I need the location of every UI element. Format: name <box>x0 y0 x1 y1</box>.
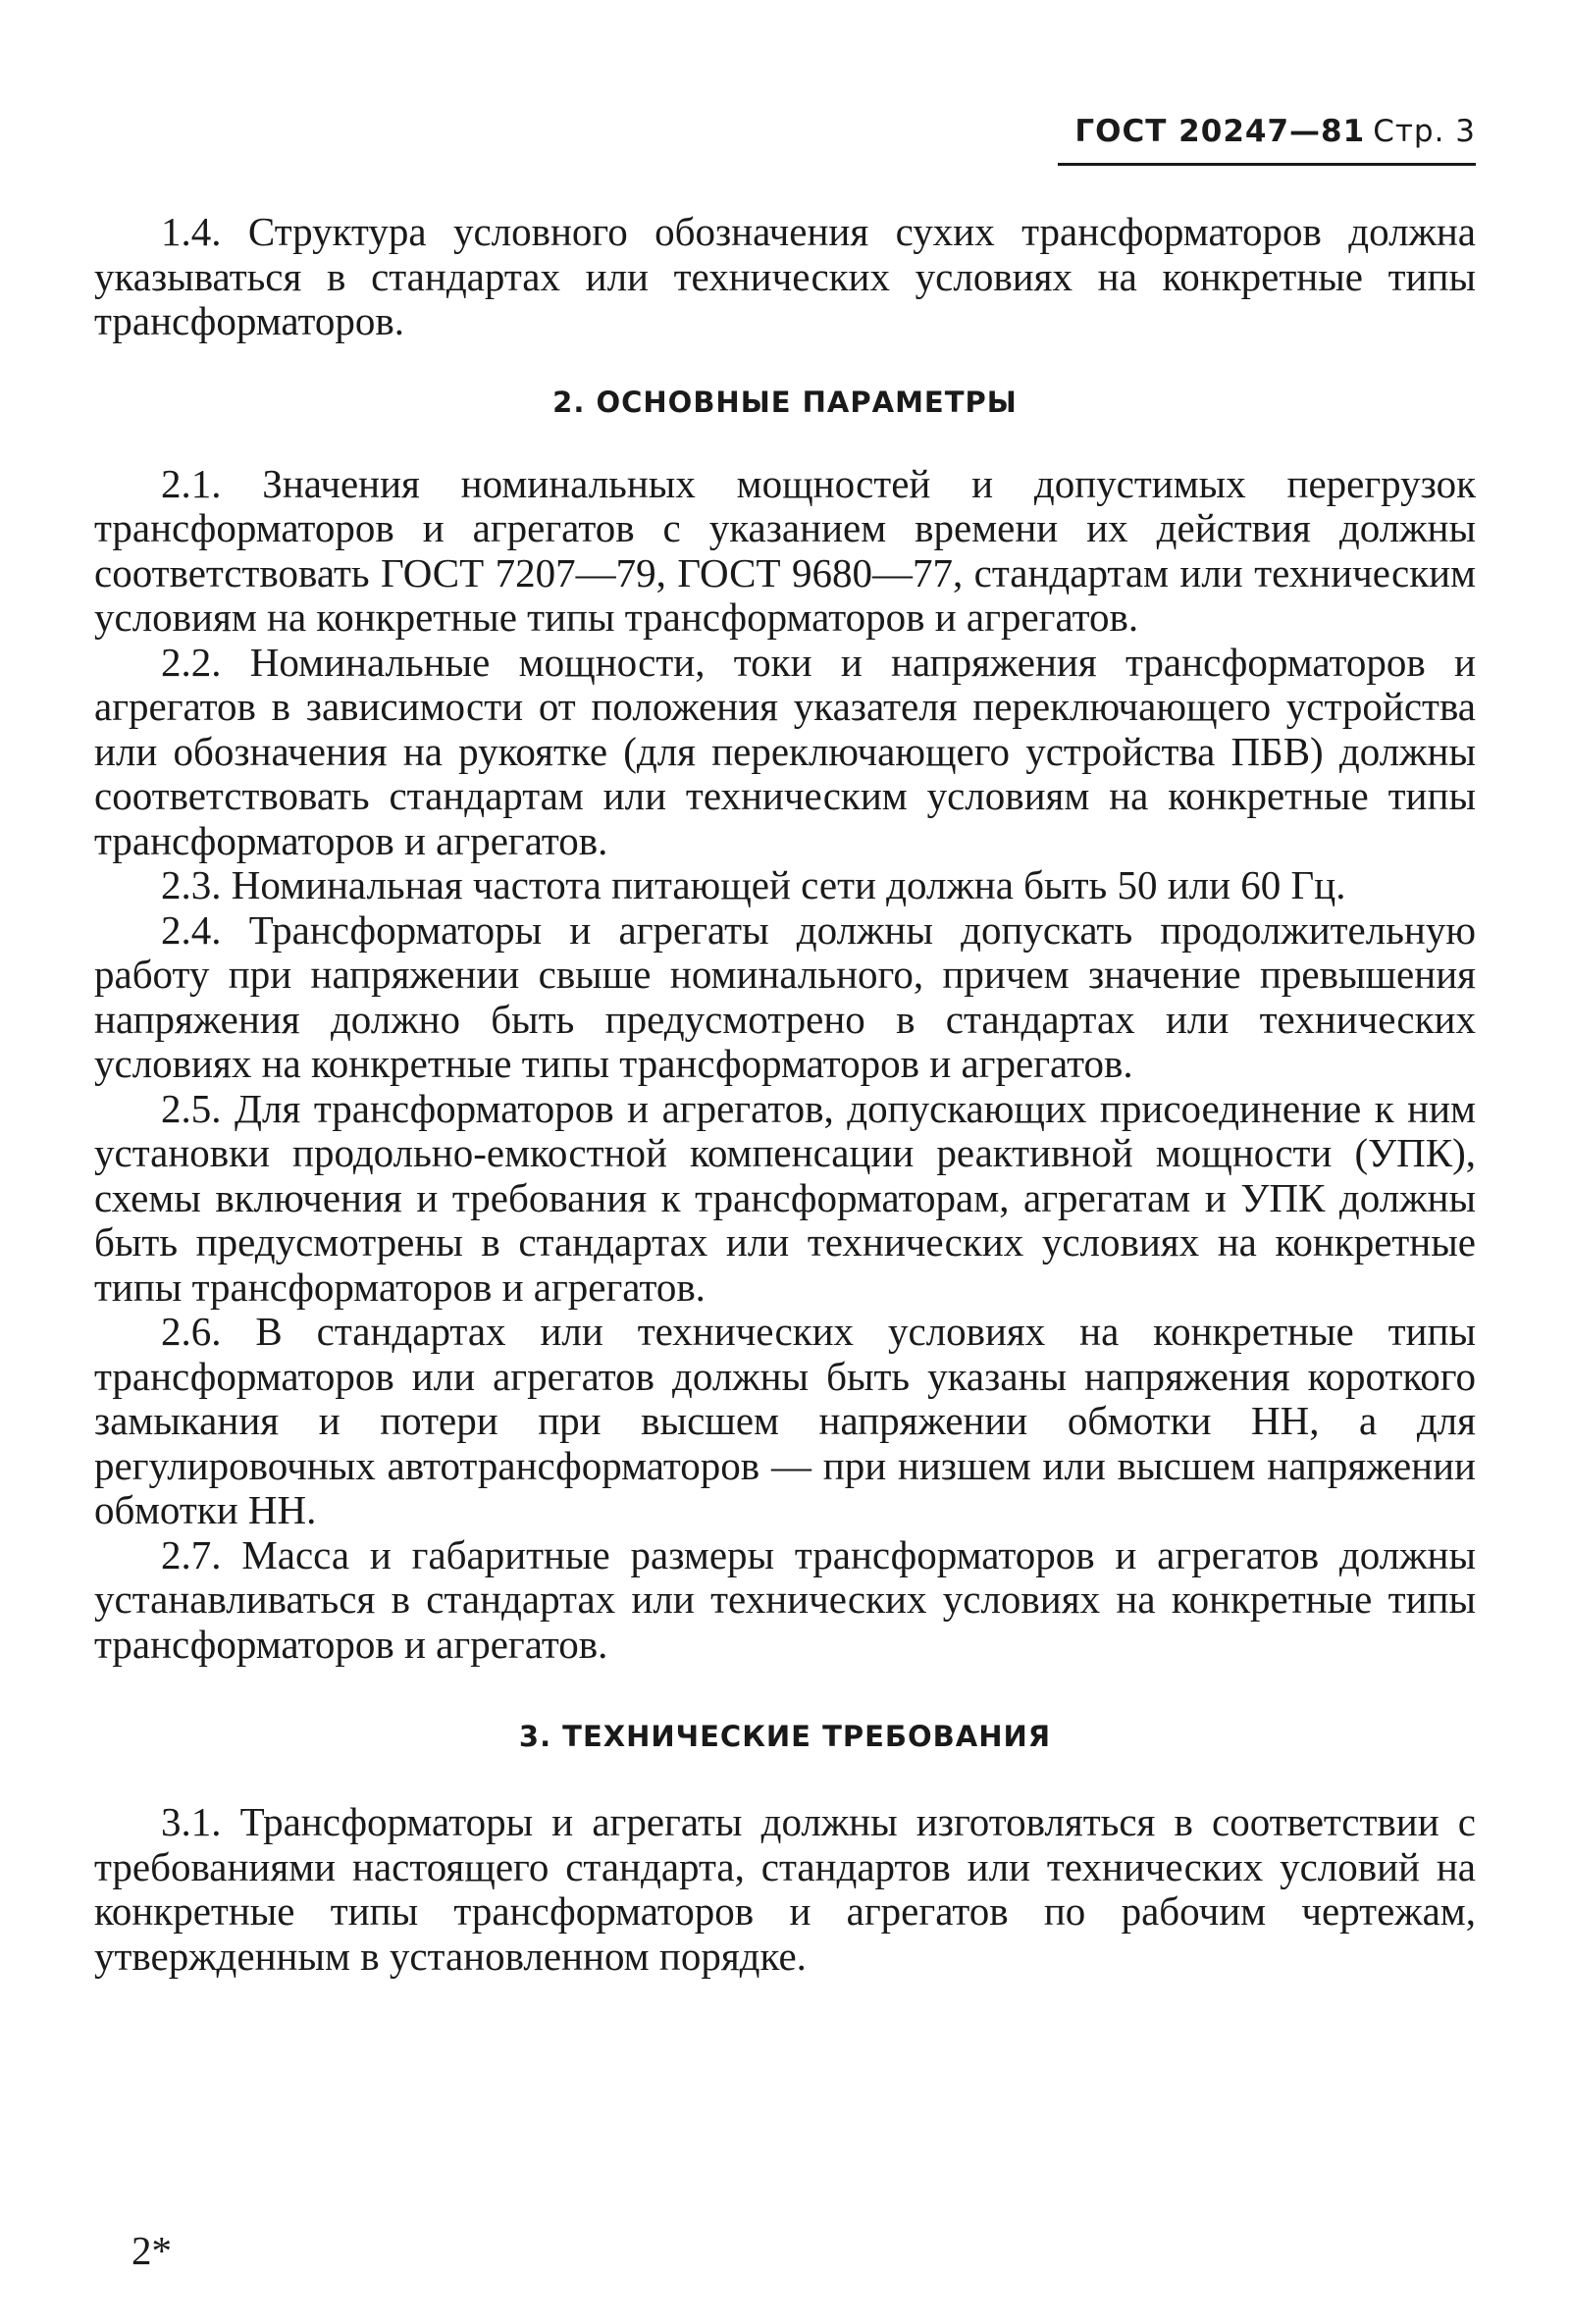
paragraph-2-3: 2.3. Номинальная частота питающей сети должна быть 50 или 60 Гц. <box>161 862 1346 907</box>
paragraph-2-5: 2.5. Для трансформаторов и агрегатов, допускающих присоединение к ним установки продольно-емкостной компенсации реактивной мощности (УПК), схемы включения и требования к трансформаторам, агрегатам и УПК должны быть предусмотрены в стандартах или технических условиях на конкретные типы трансформаторов и агрегатов. <box>94 1085 1476 1310</box>
header-rule <box>1058 163 1476 166</box>
paragraph-2-7: 2.7. Масса и габаритные размеры трансформаторов и агрегатов должны устанавливаться в стандартах или технических условиях на конкретные типы трансформаторов и агрегатов. <box>94 1531 1476 1667</box>
paragraph-2-2: 2.2. Номинальные мощности, токи и напряжения трансформаторов и агрегатов в зависимости от положения указателя переключающего устройства или обозначения на рукоятке (для переключающего устройства ПБВ) должны соответствовать стандартам или техническим условиям на конкретные типы трансформаторов и агрегатов. <box>94 639 1476 863</box>
signature-mark: 2* <box>131 2228 172 2273</box>
document-page <box>94 94 1476 2301</box>
paragraph-2-1: 2.1. Значения номинальных мощностей и допустимых перегрузок трансформаторов и агрегатов с указанием времени их действия должны соответствовать ГОСТ 7207—79, ГОСТ 9680—77, стандартам или техническим условиям на конкретные типы трансформаторов и агрегатов. <box>94 460 1476 640</box>
section-3-heading: 3. ТЕХНИЧЕСКИЕ ТРЕБОВАНИЯ <box>518 1720 1052 1753</box>
running-header <box>1074 114 1476 149</box>
paragraph-2-6: 2.6. В стандартах или технических условиях на конкретные типы трансформаторов или агрегатов должны быть указаны напряжения короткого замыкания и потери при высшем напряжении обмотки НН, а для регулировочных автотрансформаторов — при низшем или высшем напряжении обмотки НН. <box>94 1309 1476 1532</box>
paragraph-1-4: 1.4. Структура условного обозначения сухих трансформаторов должна указываться в стандартах или технических условиях на конкретные типы трансформаторов. <box>94 209 1476 343</box>
page-number: Стр. 3 <box>1373 114 1476 149</box>
section-2-heading: 2. ОСНОВНЫЕ ПАРАМЕТРЫ <box>552 385 1018 419</box>
paragraph-2-4: 2.4. Трансформаторы и агрегаты должны допускать продолжительную работу при напряжении свыше номинального, причем значение превышения напряжения должно быть предусмотрено в стандартах или технических условиях на конкретные типы трансформаторов и агрегатов. <box>94 906 1476 1086</box>
standard-number: ГОСТ 20247—81 <box>1074 114 1366 149</box>
document-body <box>94 210 1476 1979</box>
paragraph-3-1: 3.1. Трансформаторы и агрегаты должны изготовляться в соответствии с требованиями настоящего стандарта, стандартов или технических условий на конкретные типы трансформаторов и агрегатов по рабочим чертежам, утвержденным в установленном порядке. <box>94 1799 1476 1979</box>
